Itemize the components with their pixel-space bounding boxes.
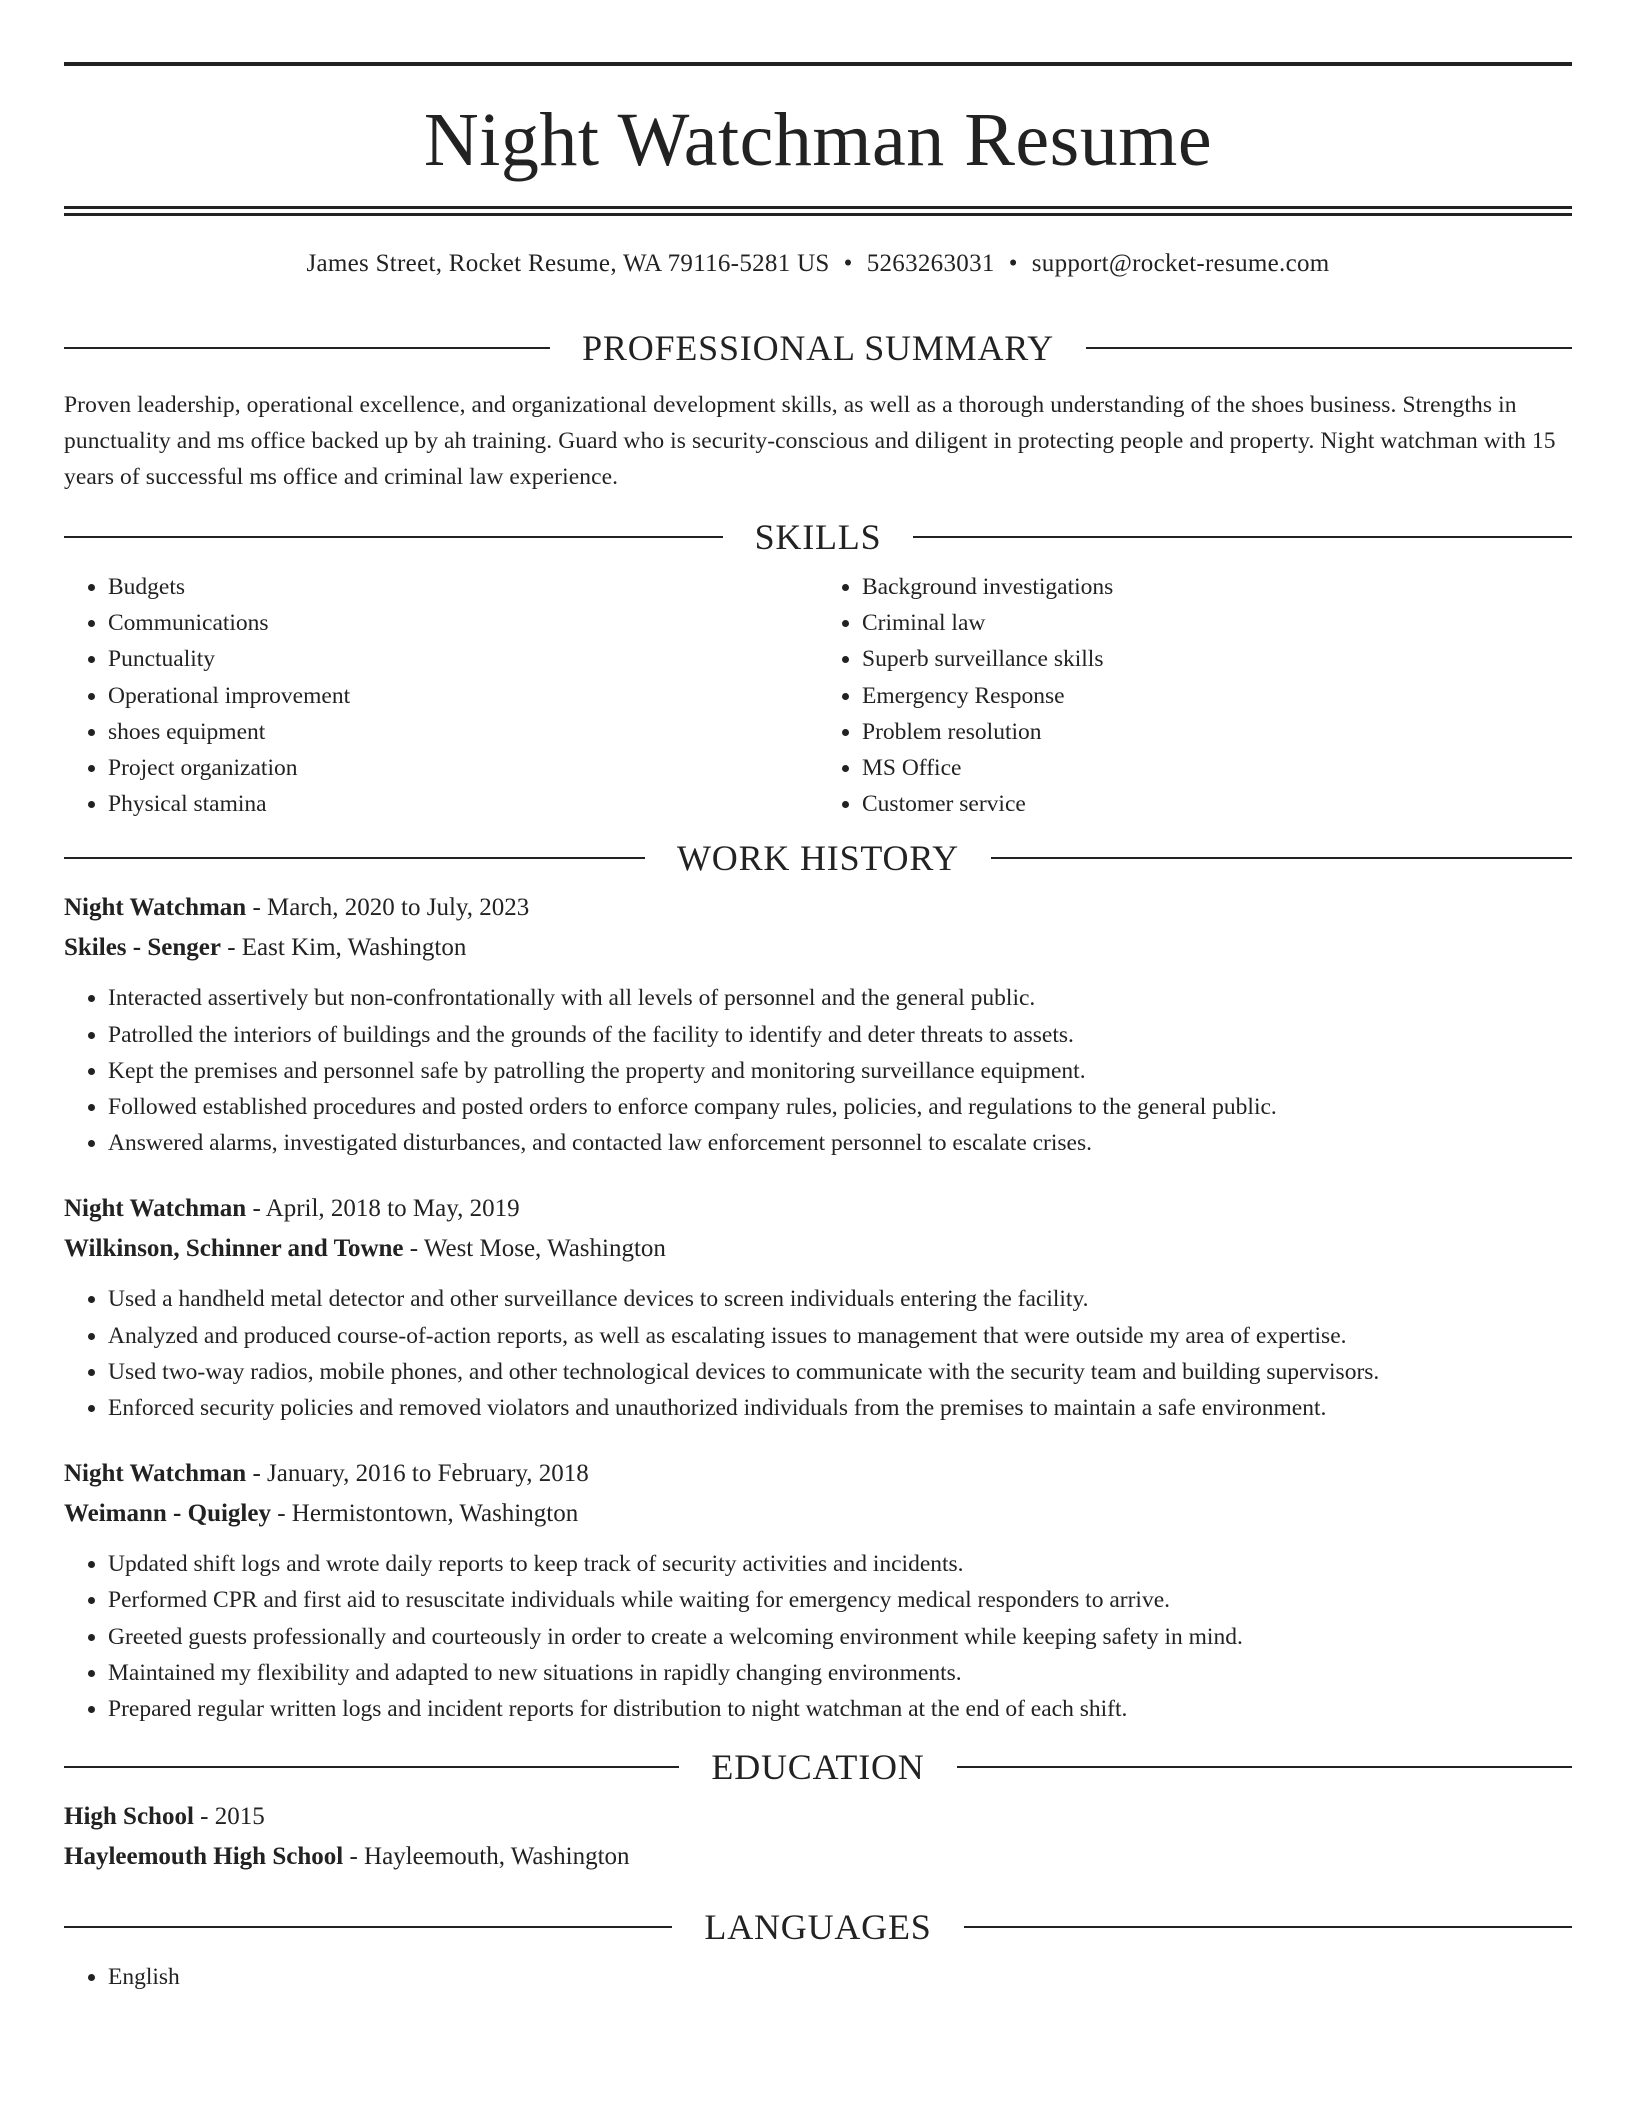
top-rule: [64, 62, 1572, 66]
job-location: - East Kim, Washington: [220, 934, 467, 962]
job-entry: [64, 1454, 1572, 1727]
languages-list: [64, 1959, 1572, 1995]
skill-item: • Operational improvement: [108, 678, 818, 714]
skills-column-left: [64, 569, 818, 822]
header-rule: [64, 536, 723, 538]
job-title: Night Watchman: [64, 1195, 247, 1223]
skill-item: • Criminal law: [862, 605, 1572, 641]
education-school-line: [64, 1837, 1572, 1877]
skill-item: • Physical stamina: [108, 786, 818, 822]
section-header-languages: [64, 1907, 1572, 1948]
language-item: • English: [108, 1959, 1572, 1995]
contact-phone: 5263263031: [866, 250, 995, 277]
skill-item: • Customer service: [862, 786, 1572, 822]
job-bullet: • Used a handheld metal detector and other surveillance devices to screen individuals entering the facility.: [108, 1281, 1572, 1317]
contact-address: James Street, Rocket Resume, WA 79116-5281 US: [306, 250, 830, 277]
job-bullet: • Interacted assertively but non-confrontationally with all levels of personnel and the general public.: [108, 980, 1572, 1016]
contact-email: support@rocket-resume.com: [1031, 250, 1330, 277]
header-rule: [1086, 347, 1572, 349]
job-bullet: • Used two-way radios, mobile phones, and other technological devices to communicate with the security team and building supervisors.: [108, 1354, 1572, 1390]
work-history-list: [64, 888, 1572, 1727]
section-title: PROFESSIONAL SUMMARY: [582, 328, 1054, 368]
education-location: - Hayleemouth, Washington: [343, 1843, 630, 1871]
header-rule: [64, 1766, 679, 1768]
header-rule: [64, 1926, 672, 1928]
job-location: - Hermistontown, Washington: [270, 1500, 579, 1528]
job-bullet: • Prepared regular written logs and incident reports for distribution to night watchman at the end of each shift.: [108, 1691, 1572, 1727]
education-year: - 2015: [193, 1803, 265, 1831]
job-company-line: [64, 1494, 1572, 1534]
section-header-skills: [64, 519, 1572, 555]
job-dates: - March, 2020 to July, 2023: [246, 894, 530, 922]
skills-list: [64, 569, 1572, 822]
header-rule: [64, 347, 550, 349]
job-location: - West Mose, Washington: [403, 1235, 666, 1263]
job-title-line: [64, 1454, 1572, 1494]
job-bullet: • Patrolled the interiors of buildings and the grounds of the facility to identify and deter threats to assets.: [108, 1017, 1572, 1053]
job-bullets: [64, 980, 1572, 1161]
job-bullet: • Followed established procedures and posted orders to enforce company rules, policies, and regulations to the general public.: [108, 1089, 1572, 1125]
job-bullets: [64, 1546, 1572, 1727]
section-header-education: [64, 1747, 1572, 1788]
job-dates: - April, 2018 to May, 2019: [246, 1195, 520, 1223]
job-bullets: [64, 1281, 1572, 1426]
section-header-summary: [64, 330, 1572, 366]
section-title: EDUCATION: [711, 1747, 925, 1788]
skill-item: • Punctuality: [108, 641, 818, 677]
job-bullet: • Maintained my flexibility and adapted to new situations in rapidly changing environments.: [108, 1655, 1572, 1691]
header-rule: [964, 1926, 1572, 1928]
job-bullet: • Kept the premises and personnel safe by patrolling the property and monitoring surveillance equipment.: [108, 1053, 1572, 1089]
header-rule: [913, 536, 1572, 538]
skill-item: • shoes equipment: [108, 714, 818, 750]
job-bullet: • Analyzed and produced course-of-action reports, as well as escalating issues to management that were outside my area of expertise.: [108, 1318, 1572, 1354]
job-title-line: [64, 1189, 1572, 1229]
job-company-line: [64, 1229, 1572, 1269]
job-bullet: • Greeted guests professionally and courteously in order to create a welcoming environment while keeping safety in mind.: [108, 1619, 1572, 1655]
title-double-rule: [64, 206, 1572, 216]
skill-item: • Communications: [108, 605, 818, 641]
job-company: Wilkinson, Schinner and Towne: [64, 1235, 404, 1263]
header-rule: [957, 1766, 1572, 1768]
resume-page: [64, 62, 1572, 1995]
skill-item: • Problem resolution: [862, 714, 1572, 750]
contact-line: [64, 250, 1572, 290]
education-degree-line: [64, 1797, 1572, 1837]
job-entry: [64, 888, 1572, 1161]
job-title-line: [64, 888, 1572, 928]
skill-item: • Budgets: [108, 569, 818, 605]
job-bullet: • Performed CPR and first aid to resuscitate individuals while waiting for emergency medical responders to arrive.: [108, 1582, 1572, 1618]
job-bullet: • Enforced security policies and removed violators and unauthorized individuals from the premises to maintain a safe environment.: [108, 1390, 1572, 1426]
skill-item: • Project organization: [108, 750, 818, 786]
education-degree: High School: [64, 1803, 194, 1831]
skill-item: • MS Office: [862, 750, 1572, 786]
header-rule: [64, 857, 645, 859]
job-entry: [64, 1189, 1572, 1426]
job-company: Skiles - Senger: [64, 934, 221, 962]
section-title: LANGUAGES: [704, 1907, 932, 1948]
job-title: Night Watchman: [64, 894, 247, 922]
resume-title: Night Watchman Resume: [423, 98, 1213, 182]
job-dates: - January, 2016 to February, 2018: [246, 1460, 589, 1488]
section-title: SKILLS: [754, 517, 882, 557]
job-bullet: • Updated shift logs and wrote daily reports to keep track of security activities and incidents.: [108, 1546, 1572, 1582]
section-header-work: [64, 838, 1572, 879]
contact-separator: •: [1008, 250, 1018, 277]
job-company: Weimann - Quigley: [64, 1500, 271, 1528]
header-rule: [991, 857, 1572, 859]
job-bullet: • Answered alarms, investigated disturbances, and contacted law enforcement personnel to escalate crises.: [108, 1125, 1572, 1161]
skill-item: • Superb surveillance skills: [862, 641, 1572, 677]
skills-column-right: [818, 569, 1572, 822]
summary-text: Proven leadership, operational excellence, and organizational development skills, as well as a thorough understanding of the shoes business. Strengths in punctuality and ms office backed up by ah training. Guard who is security-conscious and diligent in protecting people and property. Night watchman with 15 years of successful ms office and criminal law experience.: [64, 392, 1556, 490]
contact-separator: •: [843, 250, 853, 277]
education-school: Hayleemouth High School: [64, 1843, 344, 1871]
job-title: Night Watchman: [64, 1460, 247, 1488]
section-title: WORK HISTORY: [677, 838, 959, 879]
education-entry: [64, 1797, 1572, 1877]
skill-item: • Background investigations: [862, 569, 1572, 605]
job-company-line: [64, 928, 1572, 968]
skill-item: • Emergency Response: [862, 678, 1572, 714]
